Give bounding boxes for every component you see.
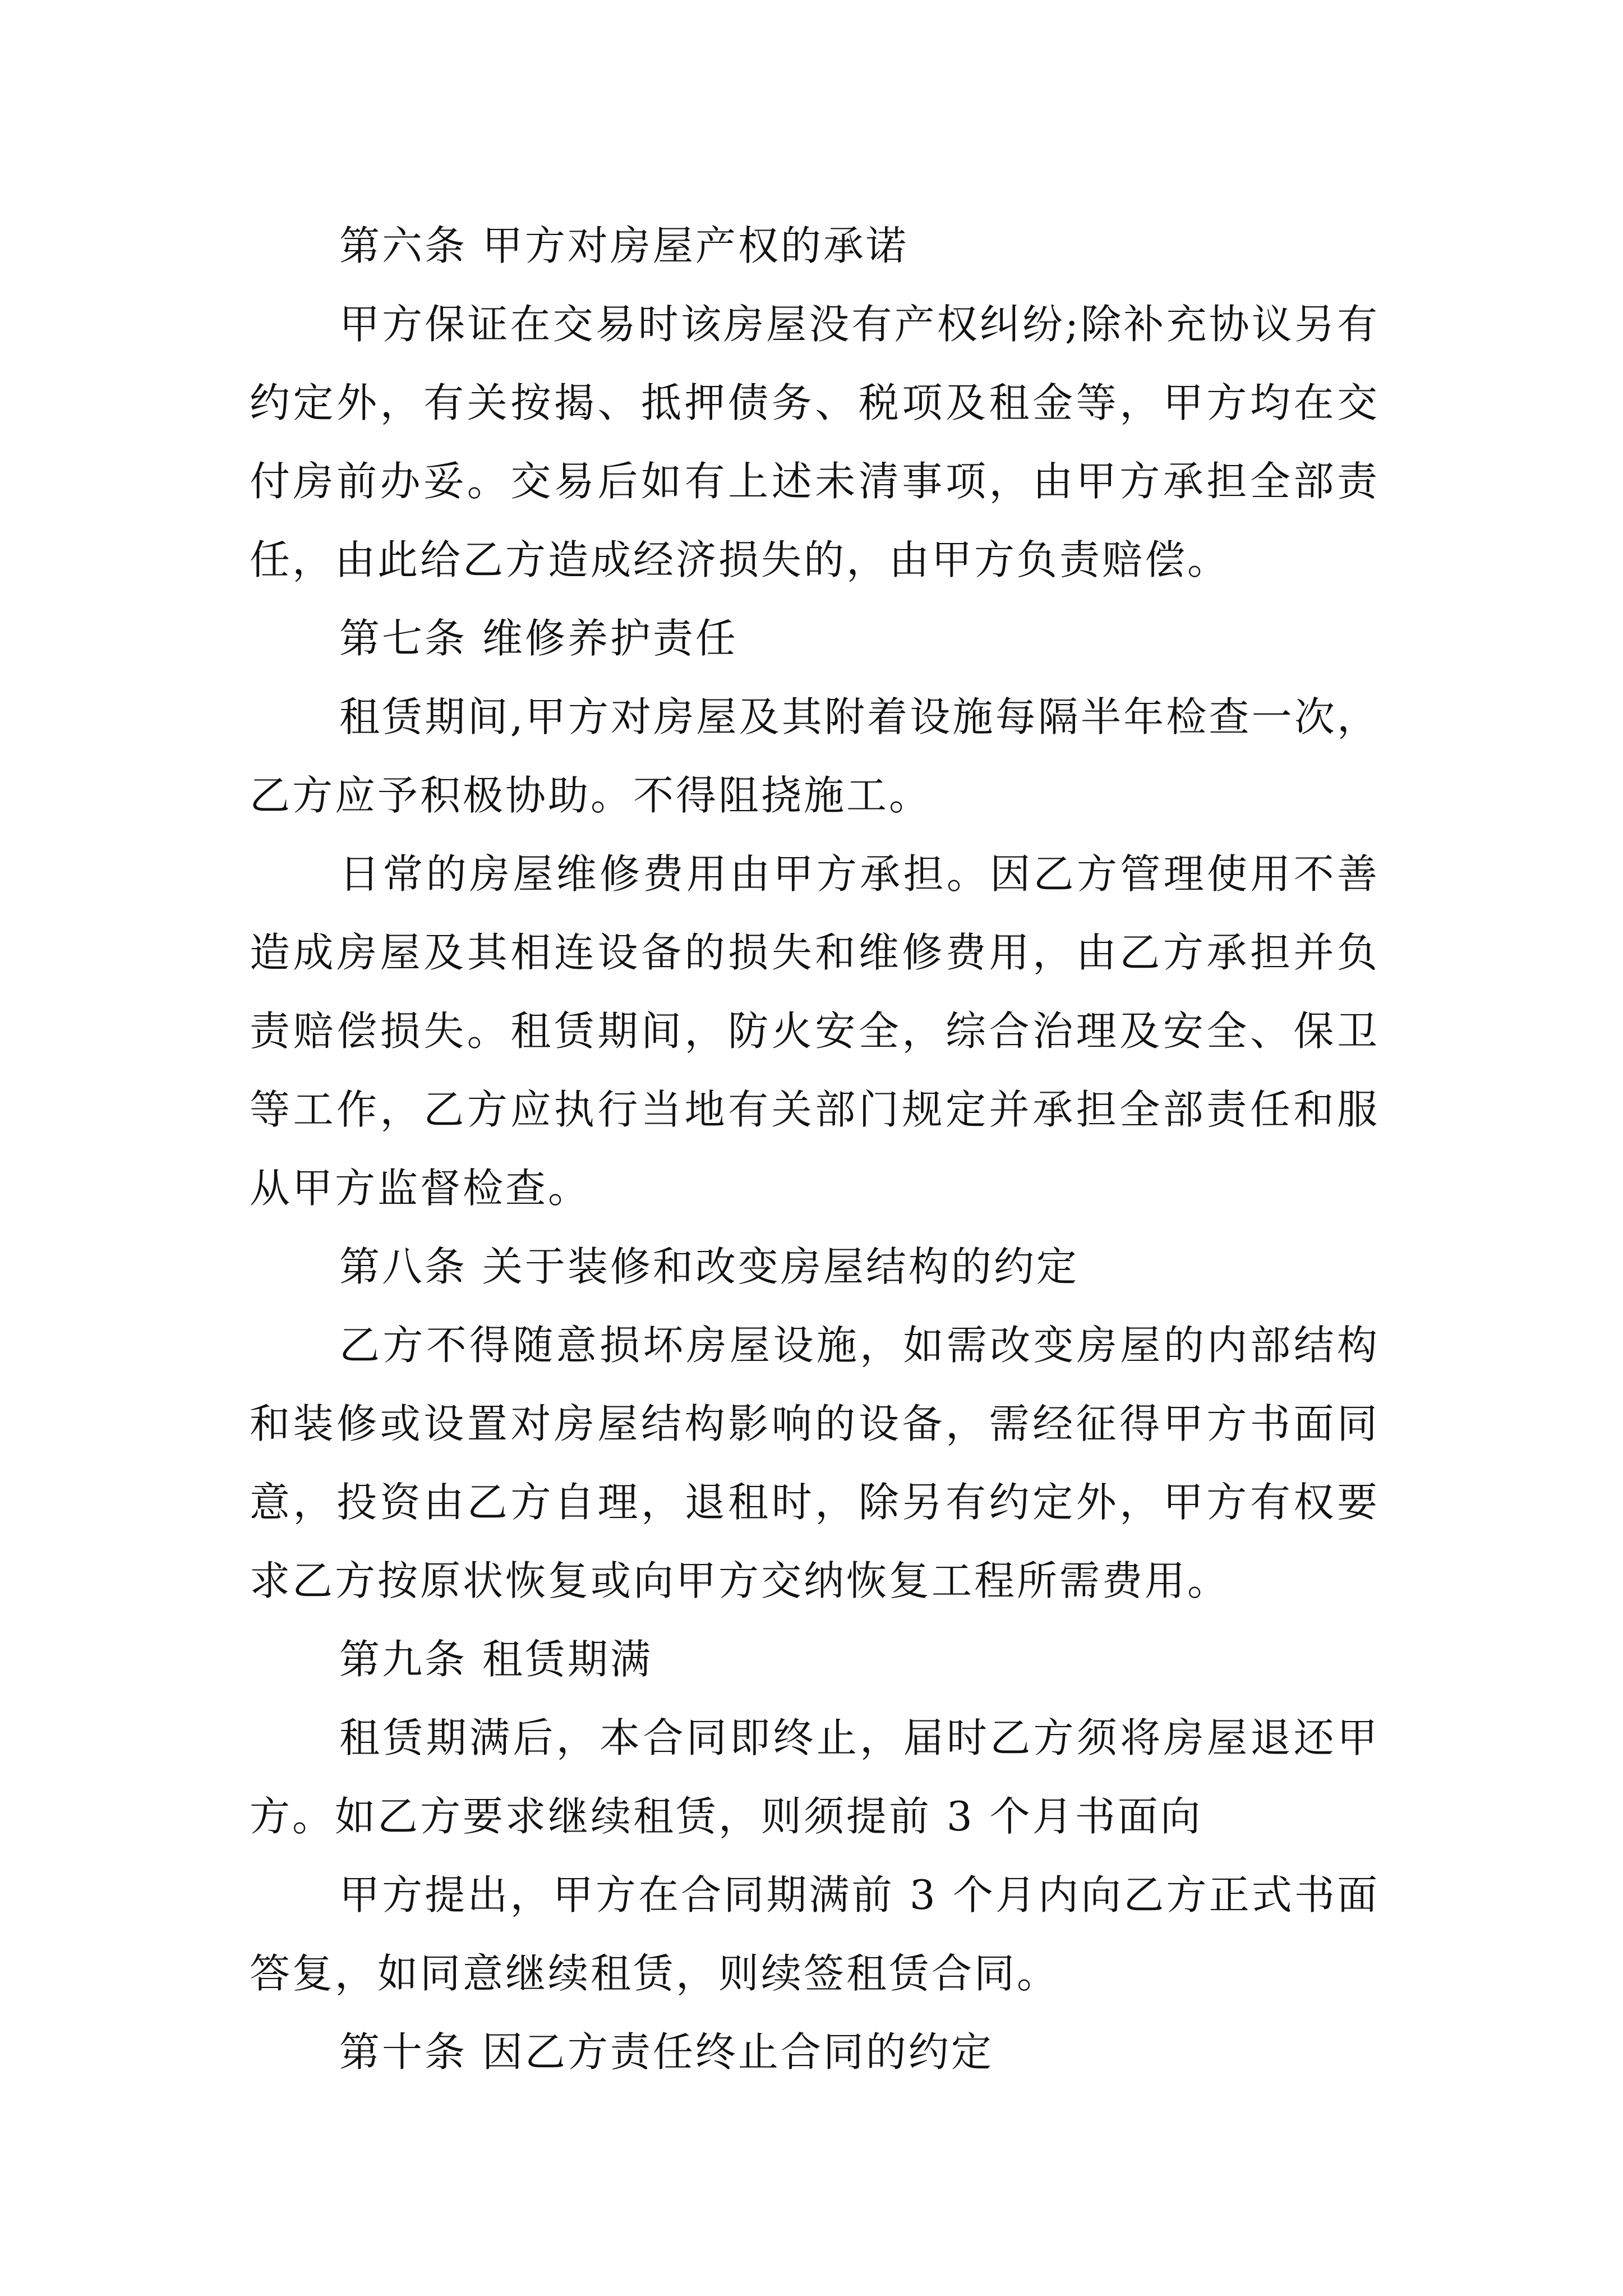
article-9-paragraph-1: 租赁期满后，本合同即终止，届时乙方须将房屋退还甲方。如乙方要求继续租赁，则须提前 3 个月书面向 bbox=[250, 1714, 1380, 1840]
article-10-heading: 第十条 因乙方责任终止合同的约定 bbox=[339, 2028, 994, 2076]
article-6-paragraph: 甲方保证在交易时该房屋没有产权纠纷;除补充协议另有约定外，有关按揭、抵押债务、税项及租金等，甲方均在交付房前办妥。交易后如有上述未清事项，由甲方承担全部责任，由此给乙方造成经济损失的，由甲方负责赔偿。 bbox=[250, 301, 1380, 583]
article-8-paragraph: 乙方不得随意损坏房屋设施，如需改变房屋的内部结构和装修或设置对房屋结构影响的设备，需经征得甲方书面同意，投资由乙方自理，退租时，除另有约定外，甲方有权要求乙方按原状恢复或向甲方交纳恢复工程所需费用。 bbox=[250, 1322, 1380, 1604]
article-8-heading: 第八条 关于装修和改变房屋结构的约定 bbox=[339, 1243, 1079, 1290]
article-7-paragraph-1: 租赁期间,甲方对房屋及其附着设施每隔半年检查一次，乙方应予积极协助。不得阻挠施工。 bbox=[250, 693, 1380, 819]
article-7-heading: 第七条 维修养护责任 bbox=[339, 615, 738, 662]
document-body bbox=[250, 206, 1380, 2091]
article-6-heading: 第六条 甲方对房屋产权的承诺 bbox=[339, 222, 909, 269]
article-9-paragraph-2: 甲方提出，甲方在合同期满前 3 个月内向乙方正式书面答复，如同意继续租赁，则续签租赁合同。 bbox=[250, 1871, 1380, 1997]
article-7-paragraph-2: 日常的房屋维修费用由甲方承担。因乙方管理使用不善造成房屋及其相连设备的损失和维修费用，由乙方承担并负责赔偿损失。租赁期间，防火安全，综合治理及安全、保卫等工作，乙方应执行当地有关部门规定并承担全部责任和服从甲方监督检查。 bbox=[250, 850, 1380, 1212]
article-9-heading: 第九条 租赁期满 bbox=[339, 1636, 653, 1683]
